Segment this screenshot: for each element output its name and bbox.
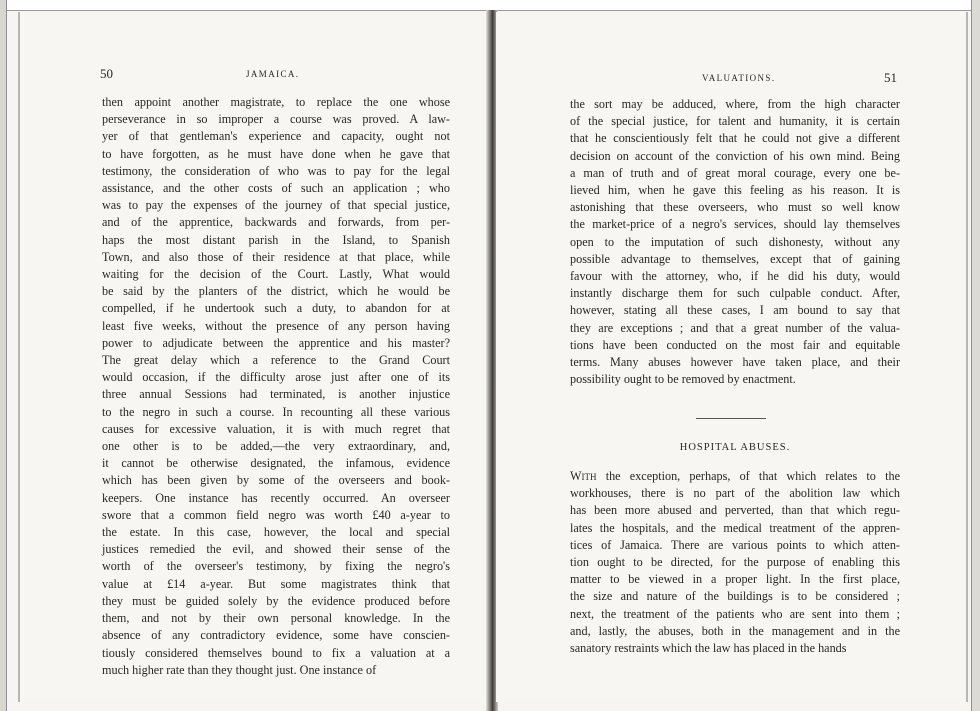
section-line: next, the treatment of the patients who are sent into them ;: [570, 606, 900, 621]
section-body: [570, 468, 900, 657]
right-page-line: they are exceptions ; and that a great number of the valua-: [570, 320, 900, 335]
left-page-line: they must be guided solely by the evidence produced before: [102, 593, 450, 608]
left-page-line: haps the most distant parish in the Island, to Spanish: [102, 232, 450, 247]
right-page-line: the sort may be adduced, where, from the high character: [570, 97, 900, 111]
right-page-line: instantly discharge them for such culpable conduct. After,: [570, 286, 900, 301]
left-page-line: The great delay which a reference to the Grand Court: [102, 353, 450, 368]
right-page-line: decision on account of the conviction of his own mind. Being: [570, 148, 900, 163]
left-page-line: assistance, and the other costs of such an application ; who: [102, 181, 450, 196]
left-page-line: it cannot be otherwise designated, the infamous, evidence: [102, 456, 450, 471]
left-page-number: 50: [100, 66, 113, 81]
scan-left-edge: [0, 0, 7, 711]
left-page-line: yer of that gentleman's experience and capacity, ought not: [102, 129, 450, 144]
right-running-head: VALUATIONS.: [702, 73, 776, 83]
left-page-header: [20, 12, 488, 81]
section-line: matter to be viewed in a proper light. In the first place,: [570, 572, 900, 587]
section-line: and, lastly, the abuses, both in the management and in the: [570, 623, 900, 638]
left-page-line: which has been given by some of the overseers and book-: [102, 473, 450, 488]
section-line: tion ought to be directed, for the purpose of enabling this: [570, 555, 900, 570]
left-page-line: causes for excessive valuation, it is with much regret that: [102, 421, 450, 436]
right-page-line: astonishing that these overseers, who must so well know: [570, 200, 900, 215]
right-page-line: possibility ought to be removed by enactment.: [570, 372, 796, 387]
left-page-line: value at £14 a-year. But some magistrates think that: [102, 576, 450, 591]
left-page-line: the estate. In this case, however, the local and special: [102, 525, 450, 540]
right-page-line: the market-price of a negro's services, should lay themselves: [570, 217, 900, 232]
scan-right-edge: [971, 0, 980, 711]
left-page-line: and of the apprentice, backwards and forwards, from per-: [102, 215, 450, 230]
right-page-line: that he conscientiously felt that he could not give a different: [570, 131, 900, 146]
section-first-word: With: [570, 469, 597, 483]
right-page-body: [570, 96, 900, 388]
right-page-line: a man of truth and of great moral courage, every one be-: [570, 165, 900, 180]
section-line: workhouses, there is no part of the abolition law which: [570, 486, 900, 501]
left-page-line: keepers. One instance has recently occurred. An overseer: [102, 490, 450, 505]
left-page-line: then appoint another magistrate, to replace the one whose: [102, 95, 450, 109]
right-page-line: of the special justice, for talent and humanity, it is certain: [570, 114, 900, 129]
section-line: has been more abused and perverted, than that which regu-: [570, 503, 900, 518]
section-divider: [696, 418, 766, 419]
left-page-line: be said by the planters of the district, which he would be: [102, 284, 450, 299]
left-page-line: was to pay the expenses of the journey of that special justice,: [102, 198, 450, 213]
left-page-line: tiously considered themselves bound to fix a valuation at a: [102, 645, 450, 660]
right-page-header: [496, 12, 966, 85]
left-page-line: one other is to be added,—the very extraordinary, and,: [102, 439, 450, 454]
left-page-line: absence of any contradictory evidence, some have conscien-: [102, 628, 450, 643]
right-page-line: terms. Many abuses however have taken place, and their: [570, 355, 900, 370]
left-page-line: perseverance in so improper a course was proved. A law-: [102, 112, 450, 127]
left-page-line: swore that a common field negro was worth £40 a-year to: [102, 507, 450, 522]
left-page-line: waiting for the decision of the Court. Lastly, What would: [102, 267, 450, 282]
right-page-line: favour with the attorney, who, if he did his duty, would: [570, 269, 900, 284]
right-page-line: tions have been conducted on the most fair and equitable: [570, 337, 900, 352]
section-line: the size and nature of the buildings is to be considered ;: [570, 589, 900, 604]
left-page-line: much higher rate than they thought just. One instance of: [102, 662, 377, 677]
right-page-number: 51: [884, 70, 897, 85]
left-page-line: least five weeks, without the presence of any person having: [102, 318, 450, 333]
section-line: lates the hospitals, and the medical treatment of the appren-: [570, 520, 900, 535]
left-page-line: worth of the overseer's testimony, by fixing the negro's: [102, 559, 450, 574]
section-heading: HOSPITAL ABUSES.: [679, 442, 791, 453]
left-page-body: [102, 94, 450, 679]
left-page-line: testimony, the consideration of who was to pay for the legal: [102, 163, 450, 178]
right-page-line: however, stating all these cases, I am bound to say that: [570, 303, 900, 318]
section-line: With the exception, perhaps, of that which relates to the: [570, 469, 900, 483]
left-page-line: compelled, if he undertook such a duty, to abandon for at: [102, 301, 450, 316]
left-page-line: to have forgotten, as he must have done when he gave that: [102, 146, 450, 161]
left-page: [18, 12, 488, 702]
right-page-line: lieved him, when he gave this feeling as his reason. It is: [570, 183, 900, 198]
right-page: [496, 12, 968, 702]
left-page-line: them, and not by their own personal knowledge. In the: [102, 611, 450, 626]
left-running-head: JAMAICA.: [246, 69, 300, 79]
right-page-line: open to the imputation of such dishonesty, without any: [570, 234, 900, 249]
left-page-line: three annual Sessions had terminated, is another injustice: [102, 387, 450, 402]
left-page-line: justices remedied the evil, and showed their sense of the: [102, 542, 450, 557]
right-page-line: possible advantage to themselves, except that of gaining: [570, 251, 900, 266]
left-page-line: would occasion, if the difficulty arose just after one of its: [102, 370, 450, 385]
section-line: sanatory restraints which the law has placed in the hands: [570, 641, 847, 656]
left-page-line: power to adjudicate between the apprentice and his master?: [102, 335, 450, 350]
left-page-line: to the negro in such a course. In recounting all these various: [102, 404, 450, 419]
section-line: tices of Jamaica. There are various points to which atten-: [570, 537, 900, 552]
left-page-line: Town, and also those of their residence at that place, while: [102, 249, 450, 264]
